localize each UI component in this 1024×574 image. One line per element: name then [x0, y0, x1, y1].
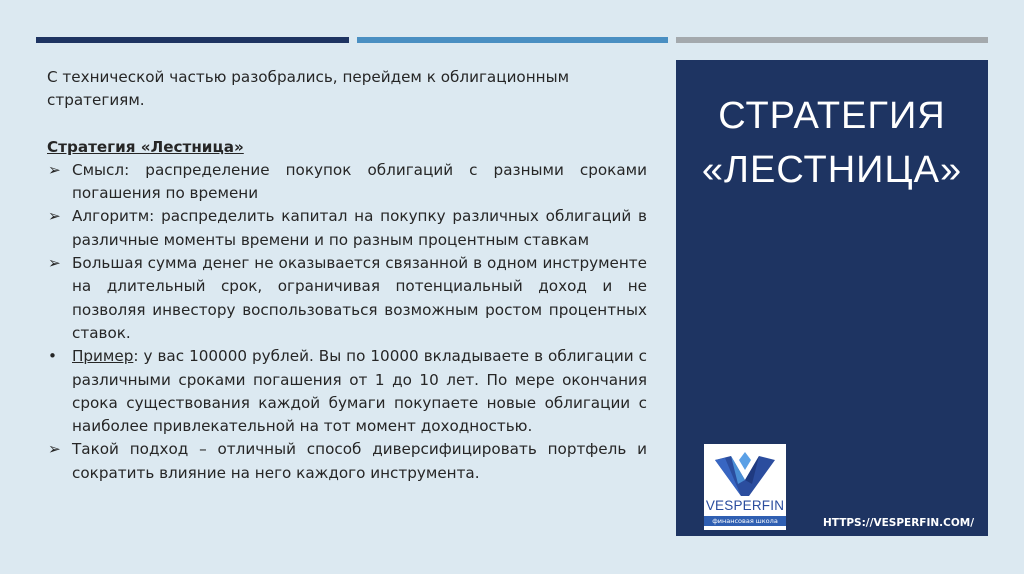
list-item-text: Такой подход – отличный способ диверсифицировать портфель и сократить влияние на него каждого инструмента. — [72, 440, 647, 482]
intro-text: С технической частью разобрались, перейдем к облигационным стратегиям. — [47, 68, 570, 110]
title-line-1: СТРАТЕГИЯ — [718, 95, 946, 137]
title-panel — [676, 60, 988, 536]
list-item-text: : у вас 100000 рублей. Вы по 10000 вкладываете в облигации с различными сроками погашения от 1 до 10 лет. По мере окончания срока существования каждой бумаги покупаете новые облигации с наиболее привлекательной на тот момент доходностью. — [72, 347, 647, 436]
arrow-bullet-icon: ➢ — [48, 207, 61, 226]
list-item — [47, 159, 647, 206]
slide-content — [47, 66, 647, 485]
list-item — [47, 252, 647, 345]
list-item-text: Смысл: распределение покупок облигаций с разными сроками погашения по времени — [72, 160, 647, 203]
list-item — [47, 345, 647, 438]
vesperfin-v-logo-icon — [715, 452, 775, 498]
list-item-text: Большая сумма денег не оказывается связанной в одном инструменте на длительный срок, ограничивая потенциальный доход и не позволяя инвестору воспользоваться возможным ростом процентных ставок. — [72, 254, 647, 342]
logo-subtitle: финансовая школа — [704, 516, 786, 526]
list-item-text: Алгоритм: распределить капитал на покупку различных облигаций в различные моменты времени и по разным процентным ставкам — [72, 207, 647, 249]
vesperfin-logo — [704, 444, 786, 530]
site-url-link[interactable]: HTTPS://VESPERFIN.COM/ — [823, 517, 975, 529]
top-bar-gray — [676, 37, 988, 43]
arrow-bullet-icon: ➢ — [48, 254, 61, 273]
list-item — [47, 205, 647, 252]
title-line-2: «ЛЕСТНИЦА» — [701, 149, 963, 191]
list-item — [47, 438, 647, 485]
logo-name: VESPERFIN — [705, 498, 785, 513]
top-bar-blue — [357, 37, 668, 43]
dot-bullet-icon: • — [48, 347, 57, 366]
bullet-list — [47, 159, 647, 485]
section-heading: Стратегия «Лестница» — [47, 137, 244, 156]
slide-title — [676, 89, 988, 197]
example-label: Пример — [72, 347, 134, 366]
arrow-bullet-icon: ➢ — [48, 160, 61, 179]
top-bar-dark — [36, 37, 349, 43]
arrow-bullet-icon: ➢ — [48, 440, 61, 459]
